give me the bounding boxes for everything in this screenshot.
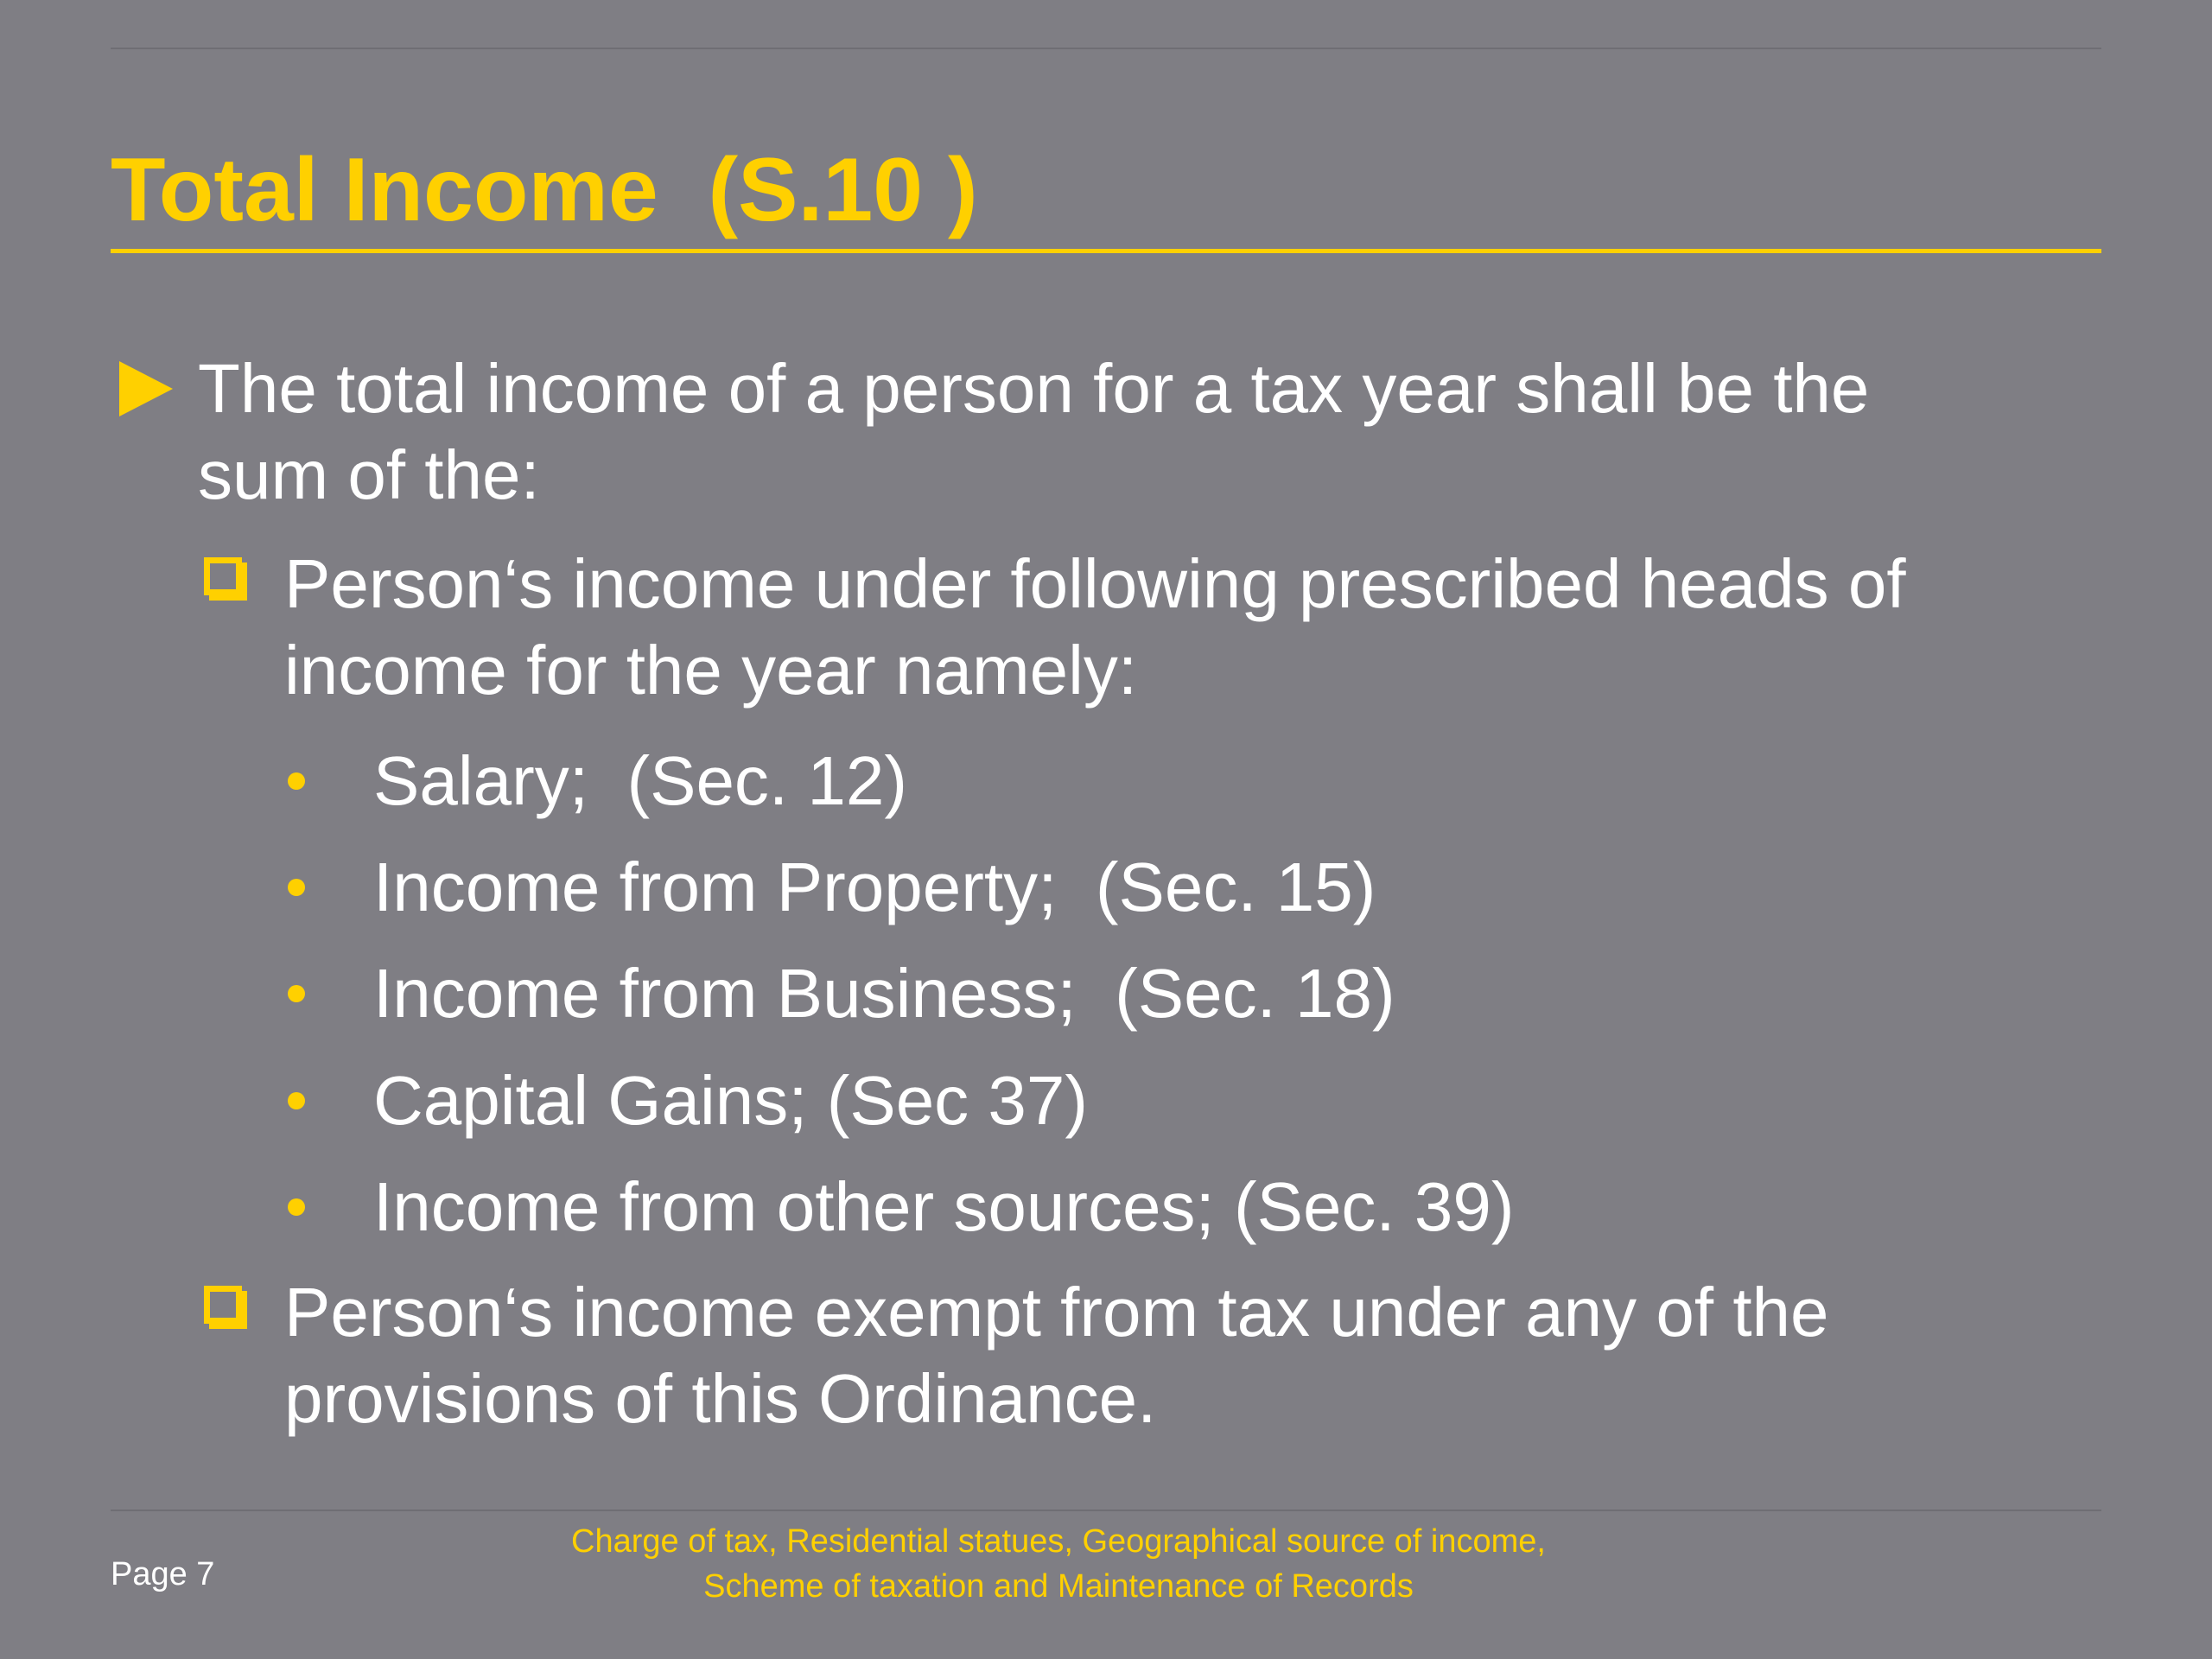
top-divider bbox=[111, 48, 2101, 49]
footer-caption-line-2: Scheme of taxation and Maintenance of Records bbox=[703, 1568, 1414, 1605]
head-item-salary: Salary; (Sec. 12) bbox=[373, 742, 908, 819]
slide-title: Total Income (S.10 ) bbox=[111, 140, 978, 240]
head-item-other-sources: Income from other sources; (Sec. 39) bbox=[373, 1168, 1515, 1245]
sub-item-1-line-2: income for the year namely: bbox=[284, 632, 1138, 709]
sub-item-2-line-1: Person‘s income exempt from tax under any of the bbox=[284, 1274, 1829, 1351]
head-item-business: Income from Business; (Sec. 18) bbox=[373, 955, 1395, 1032]
title-underline bbox=[111, 249, 2101, 253]
dot-bullet-icon bbox=[288, 772, 305, 790]
bullet-line-1: The total income of a person for a tax year shall be the bbox=[198, 350, 1870, 427]
dot-bullet-icon bbox=[288, 879, 305, 896]
dot-bullet-icon bbox=[288, 1198, 305, 1216]
bottom-divider bbox=[111, 1510, 2101, 1511]
sub-item-2-line-2: provisions of this Ordinance. bbox=[284, 1360, 1157, 1437]
dot-bullet-icon bbox=[288, 985, 305, 1002]
footer-caption-line-1: Charge of tax, Residential statues, Geographical source of income, bbox=[571, 1523, 1546, 1560]
footer-caption bbox=[484, 1519, 1633, 1609]
dot-bullet-icon bbox=[288, 1092, 305, 1109]
hollow-square-icon bbox=[204, 557, 242, 595]
hollow-square-icon bbox=[204, 1286, 242, 1324]
sub-item-1-line-1: Person‘s income under following prescribed heads of bbox=[284, 545, 1906, 622]
head-item-capital-gains: Capital Gains; (Sec 37) bbox=[373, 1062, 1089, 1139]
page-number: Page 7 bbox=[111, 1556, 215, 1592]
triangle-right-icon bbox=[119, 361, 173, 416]
head-item-property: Income from Property; (Sec. 15) bbox=[373, 849, 1376, 925]
bullet-line-2: sum of the: bbox=[198, 436, 540, 513]
